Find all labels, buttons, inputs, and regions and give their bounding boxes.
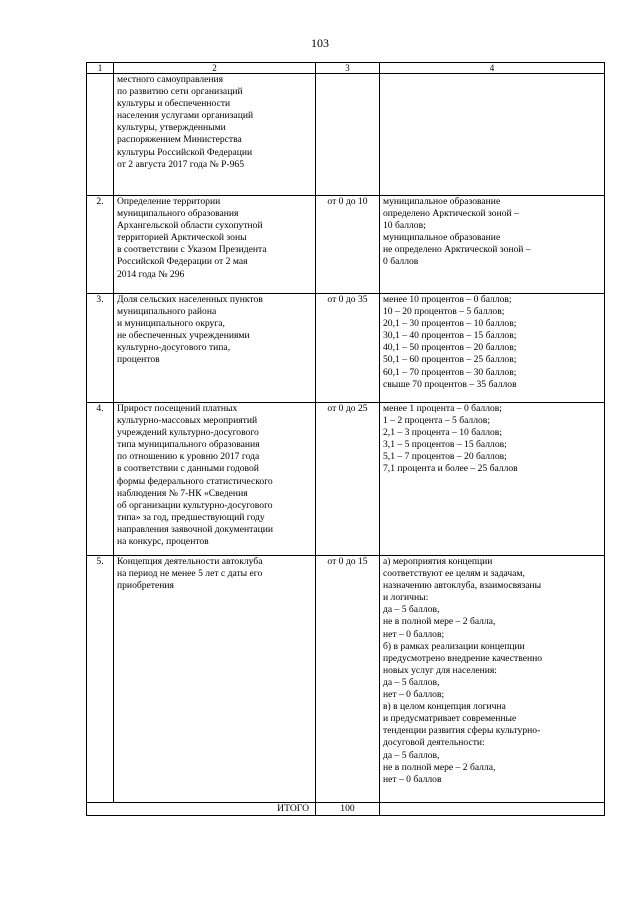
criterion-cell	[114, 74, 316, 196]
text-line: 50,1 – 60 процентов – 25 баллов;	[383, 354, 517, 366]
text-line: а) мероприятия концепции	[383, 556, 493, 567]
text-line: об организации культурно-досугового	[117, 499, 273, 511]
row-number: 4.	[87, 403, 114, 556]
text-line: и логичны:	[383, 592, 429, 604]
header-col-2: 2	[114, 63, 316, 74]
text-line: нет – 0 баллов;	[383, 628, 445, 640]
table-row	[87, 556, 605, 803]
text-line: культуры и обеспеченности	[117, 98, 231, 110]
text-line: 10 – 20 процентов – 5 баллов;	[383, 306, 505, 318]
text-line: 7,1 процента и более – 25 баллов	[383, 463, 518, 475]
text-line: предусмотрено внедрение качественно	[383, 652, 543, 664]
text-line: культурно-массовых мероприятий	[117, 415, 258, 427]
text-line: муниципальное образование	[383, 196, 501, 207]
text-line: муниципального района	[117, 306, 217, 318]
text-line: Определение территории	[117, 196, 221, 207]
scoring-cell	[380, 196, 605, 294]
header-col-1: 1	[87, 63, 114, 74]
text-line: Концепция деятельности автоклуба	[117, 556, 263, 567]
text-line: Прирост посещений платных	[117, 403, 238, 414]
text-line: приобретения	[117, 580, 174, 592]
range-cell: от 0 до 15	[316, 556, 380, 803]
text-line: досуговой деятельности:	[383, 737, 485, 749]
row-number: 2.	[87, 196, 114, 294]
text-line: от 2 августа 2017 года № Р-965	[117, 158, 245, 170]
row-number: 5.	[87, 556, 114, 803]
text-line: местного самоуправления	[117, 74, 224, 85]
criterion-cell	[114, 403, 316, 556]
total-label: ИТОГО	[87, 803, 316, 816]
text-line: типа муниципального образования	[117, 439, 260, 451]
page-number: 103	[311, 36, 329, 50]
text-line: культуры, утвержденными	[117, 122, 226, 134]
range-cell: от 0 до 25	[316, 403, 380, 556]
range-cell: от 0 до 10	[316, 196, 380, 294]
text-line: да – 5 баллов,	[383, 749, 440, 761]
text-line: культуры Российской Федерации	[117, 146, 253, 158]
text-line: 2,1 – 3 процента – 10 баллов;	[383, 427, 502, 439]
text-line: менее 10 процентов – 0 баллов;	[383, 294, 512, 305]
range-cell: от 0 до 35	[316, 294, 380, 403]
text-line: и предусматривает современные	[383, 713, 517, 725]
text-line: 20,1 – 30 процентов – 10 баллов;	[383, 318, 517, 330]
text-line: по отношению к уровню 2017 года	[117, 451, 260, 463]
scoring-cell	[380, 74, 605, 196]
text-line: учреждений культурно-досугового	[117, 427, 259, 439]
text-line: 10 баллов;	[383, 220, 426, 232]
total-value: 100	[316, 803, 380, 816]
text-line: новых услуг для населения:	[383, 664, 497, 676]
scoring-cell	[380, 294, 605, 403]
criterion-cell	[114, 556, 316, 803]
text-line: в соответствии с данными годовой	[117, 463, 259, 475]
criterion-cell	[114, 196, 316, 294]
text-line: процентов	[117, 354, 160, 366]
continued-row	[87, 74, 605, 196]
text-line: Доля сельских населенных пунктов	[117, 294, 263, 305]
text-line: муниципальное образование	[383, 232, 501, 244]
text-line: на конкурс, процентов	[117, 536, 209, 548]
text-line: наблюдения № 7-НК «Сведения	[117, 487, 248, 499]
text-line: 1 – 2 процента – 5 баллов;	[383, 415, 490, 427]
text-line: не обеспеченных учреждениями	[117, 330, 250, 342]
text-line: 30,1 – 40 процентов – 15 баллов;	[383, 330, 517, 342]
criterion-cell	[114, 294, 316, 403]
text-line: Архангельской области сухопутной	[117, 220, 263, 232]
text-line: и муниципального округа,	[117, 318, 225, 330]
table-row	[87, 196, 605, 294]
text-line: направления заявочной документации	[117, 523, 274, 535]
text-line: да – 5 баллов,	[383, 676, 440, 688]
header-col-4: 4	[380, 63, 605, 74]
text-line: не в полной мере – 2 балла,	[383, 616, 496, 628]
text-line: тенденции развития сферы культурно-	[383, 725, 541, 737]
text-line: соответствуют ее целям и задачам,	[383, 568, 525, 580]
header-row	[87, 63, 605, 74]
text-line: по развитию сети организаций	[117, 86, 243, 98]
text-line: нет – 0 баллов	[383, 773, 442, 785]
text-line: в) в целом концепция логична	[383, 701, 506, 713]
total-row	[87, 803, 605, 816]
table-row	[87, 403, 605, 556]
text-line: территорией Арктической зоны	[117, 232, 247, 244]
text-line: свыше 70 процентов – 35 баллов	[383, 378, 517, 390]
header-col-3: 3	[316, 63, 380, 74]
scoring-cell	[380, 556, 605, 803]
text-line: менее 1 процента – 0 баллов;	[383, 403, 502, 414]
row-number	[87, 74, 114, 196]
criteria-table	[86, 62, 605, 816]
text-line: не определено Арктической зоной –	[383, 244, 531, 256]
text-line: в соответствии с Указом Президента	[117, 244, 267, 256]
text-line: определено Арктической зоной –	[383, 208, 519, 220]
row-number: 3.	[87, 294, 114, 403]
scoring-cell	[380, 403, 605, 556]
text-line: 0 баллов	[383, 256, 419, 268]
text-line: муниципального образования	[117, 208, 239, 220]
range-cell	[316, 74, 380, 196]
text-line: нет – 0 баллов;	[383, 689, 445, 701]
table-row	[87, 294, 605, 403]
text-line: населения услугами организаций	[117, 110, 254, 122]
total-empty-cell	[380, 803, 605, 816]
text-line: формы федерального статистического	[117, 475, 273, 487]
text-line: распоряжением Министерства	[117, 134, 242, 146]
text-line: 2014 года № 296	[117, 268, 185, 280]
text-line: культурно-досугового типа,	[117, 342, 231, 354]
text-line: да – 5 баллов,	[383, 604, 440, 616]
text-line: б) в рамках реализации концепции	[383, 640, 525, 652]
text-line: 5,1 – 7 процентов – 20 баллов;	[383, 451, 507, 463]
text-line: на период не менее 5 лет с даты его	[117, 568, 263, 580]
text-line: назначению автоклуба, взаимосвязаны	[383, 580, 542, 592]
text-line: Российской Федерации от 2 мая	[117, 256, 248, 268]
text-line: 3,1 – 5 процентов – 15 баллов;	[383, 439, 507, 451]
text-line: типа» за год, предшествующий году	[117, 511, 265, 523]
text-line: 60,1 – 70 процентов – 30 баллов;	[383, 366, 517, 378]
text-line: 40,1 – 50 процентов – 20 баллов;	[383, 342, 517, 354]
text-line: не в полной мере – 2 балла,	[383, 761, 496, 773]
